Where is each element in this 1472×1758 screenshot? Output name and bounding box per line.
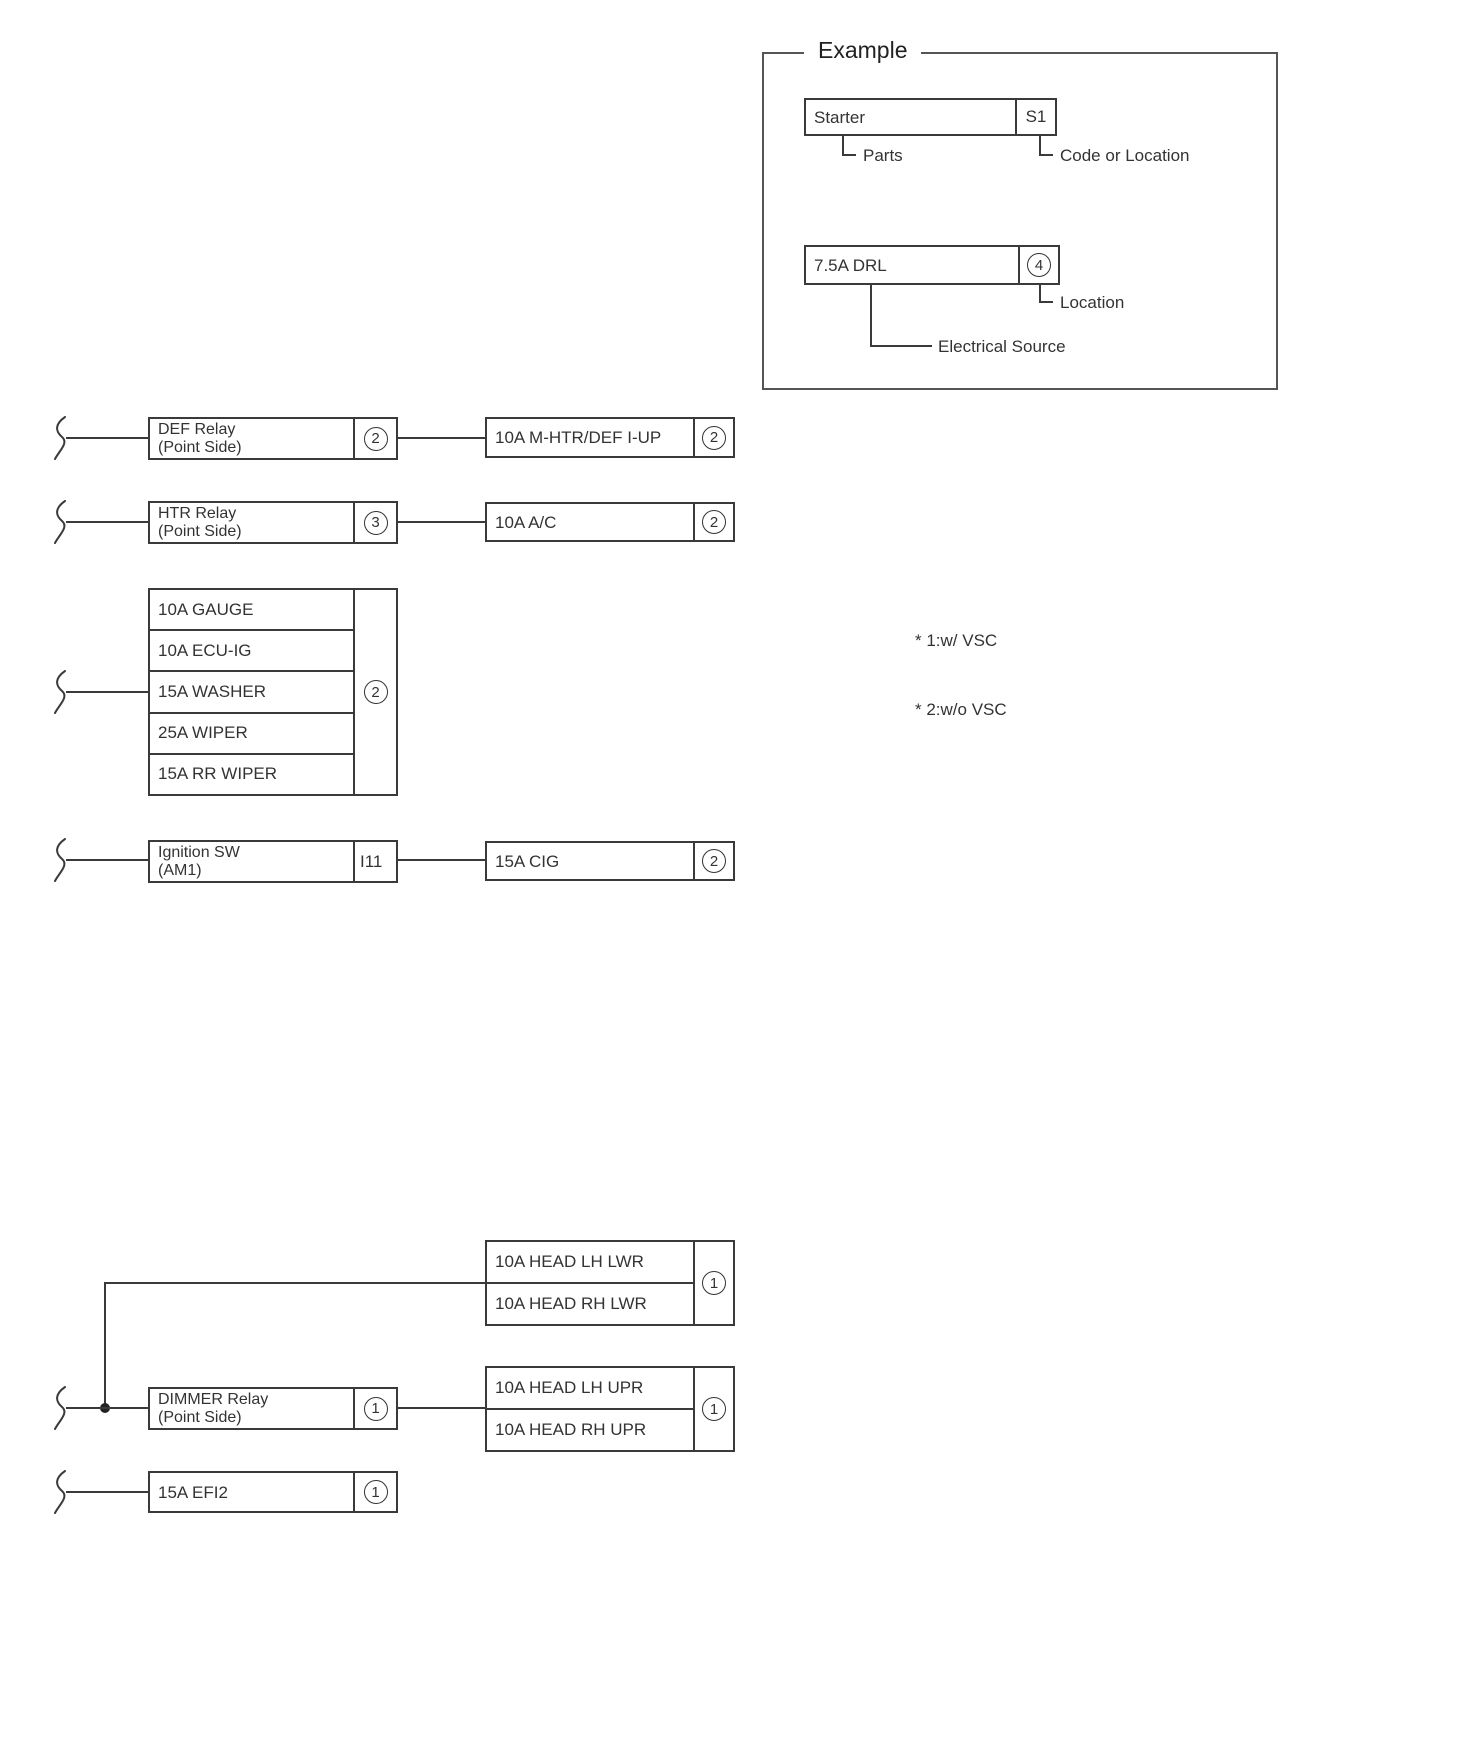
fuse-group-box (148, 588, 398, 796)
def-relay-label-line1: DEF Relay (158, 420, 236, 438)
htr-relay-label-line2: (Point Side) (158, 522, 242, 540)
wire (66, 437, 148, 439)
callout-line (842, 136, 844, 156)
cig-fuse-box (485, 841, 735, 881)
wire (104, 1282, 106, 1409)
head-lwr-location-cell (693, 1242, 733, 1324)
callout-line (1039, 301, 1053, 303)
dimmer-relay-box (148, 1387, 398, 1430)
location-caption: Location (1060, 293, 1125, 312)
vsc-note-2: * 2:w/o VSC (915, 700, 1007, 719)
htr-relay-label (150, 503, 353, 542)
def-relay-location-badge: 2 (364, 427, 388, 451)
fuse-item: 10A HEAD LH UPR (495, 1378, 644, 1397)
wire (66, 521, 148, 523)
fuse-item: 25A WIPER (150, 712, 353, 753)
def-relay-box (148, 417, 398, 460)
code-caption: Code or Location (1060, 146, 1190, 165)
htr-relay-location-badge: 3 (364, 511, 388, 535)
efi2-fuse-label: 15A EFI2 (158, 1482, 228, 1502)
cig-fuse-location-cell (693, 843, 733, 879)
callout-line (870, 285, 872, 347)
ac-fuse-label: 10A A/C (495, 512, 557, 532)
example-location-cell (1018, 247, 1058, 283)
head-lwr-location-badge: 1 (702, 1271, 726, 1295)
def-relay-location-cell (353, 419, 396, 458)
wire (66, 1407, 148, 1409)
example-parts-label: Starter (814, 107, 866, 127)
example-source-box (804, 245, 1060, 285)
vsc-note-1: * 1:w/ VSC (915, 631, 998, 650)
wire (398, 1407, 485, 1409)
callout-line (1039, 154, 1053, 156)
parts-caption: Parts (863, 146, 903, 165)
efi2-location-badge: 1 (364, 1480, 388, 1504)
wire (398, 437, 485, 439)
dimmer-relay-label-line1: DIMMER Relay (158, 1390, 269, 1408)
dimmer-relay-location-badge: 1 (364, 1397, 388, 1421)
fuse-item: 10A HEAD LH LWR (495, 1252, 644, 1271)
htr-relay-location-cell (353, 503, 396, 542)
efi2-location-cell (353, 1473, 396, 1511)
fuse-item: 10A ECU-IG (150, 629, 353, 670)
mhtr-def-fuse-location-badge: 2 (702, 426, 726, 450)
cig-fuse-location-badge: 2 (702, 849, 726, 873)
fuse-item: 15A RR WIPER (150, 753, 353, 794)
head-upr-location-cell (693, 1368, 733, 1450)
example-legend-box (762, 37, 1278, 390)
head-upr-fuse-list (487, 1368, 693, 1450)
example-code-cell: S1 (1015, 100, 1055, 134)
wire (398, 859, 485, 861)
fuse-group-location-badge: 2 (364, 680, 388, 704)
wire (66, 859, 148, 861)
mhtr-def-fuse-box (485, 417, 735, 458)
mhtr-def-fuse-label: 10A M-HTR/DEF I-UP (495, 428, 662, 447)
def-relay-label (150, 419, 353, 458)
callout-line (1039, 136, 1041, 156)
fuse-item: 15A WASHER (150, 670, 353, 711)
wire (66, 1491, 148, 1493)
mhtr-def-fuse-location-cell (693, 419, 733, 456)
wire (66, 691, 148, 693)
ac-fuse-location-badge: 2 (702, 510, 726, 534)
dimmer-relay-location-cell (353, 1389, 396, 1428)
fuse-item: 10A HEAD RH LWR (487, 1282, 693, 1324)
example-title: Example (804, 37, 921, 64)
ignition-sw-code-cell: I11 (353, 842, 396, 881)
head-lwr-fuse-box (485, 1240, 735, 1326)
fuse-group-list (150, 590, 353, 794)
efi2-fuse-box (148, 1471, 398, 1513)
head-lwr-fuse-list (487, 1242, 693, 1324)
ignition-sw-label-line2: (AM1) (158, 861, 202, 879)
htr-relay-label-line1: HTR Relay (158, 504, 237, 522)
fuse-group-location-cell (353, 590, 396, 794)
example-parts-box (804, 98, 1057, 136)
callout-line (842, 154, 856, 156)
dimmer-relay-label (150, 1389, 353, 1428)
example-source-label: 7.5A DRL (814, 255, 887, 275)
def-relay-label-line2: (Point Side) (158, 438, 242, 456)
source-caption: Electrical Source (938, 337, 1066, 356)
ac-fuse-box (485, 502, 735, 542)
fuse-item: 10A HEAD RH UPR (487, 1408, 693, 1450)
cig-fuse-label: 15A CIG (495, 851, 560, 871)
vsc-notes (915, 583, 1007, 767)
wire (398, 521, 485, 523)
ignition-sw-label (150, 842, 353, 881)
head-upr-fuse-box (485, 1366, 735, 1452)
ignition-sw-label-line1: Ignition SW (158, 843, 240, 861)
dimmer-relay-label-line2: (Point Side) (158, 1408, 242, 1426)
callout-line (870, 345, 932, 347)
fuse-item: 10A GAUGE (158, 599, 254, 619)
ac-fuse-location-cell (693, 504, 733, 540)
wire (104, 1282, 485, 1284)
head-upr-location-badge: 1 (702, 1397, 726, 1421)
ignition-sw-box (148, 840, 398, 883)
location-number-badge: 4 (1027, 253, 1051, 277)
htr-relay-box (148, 501, 398, 544)
